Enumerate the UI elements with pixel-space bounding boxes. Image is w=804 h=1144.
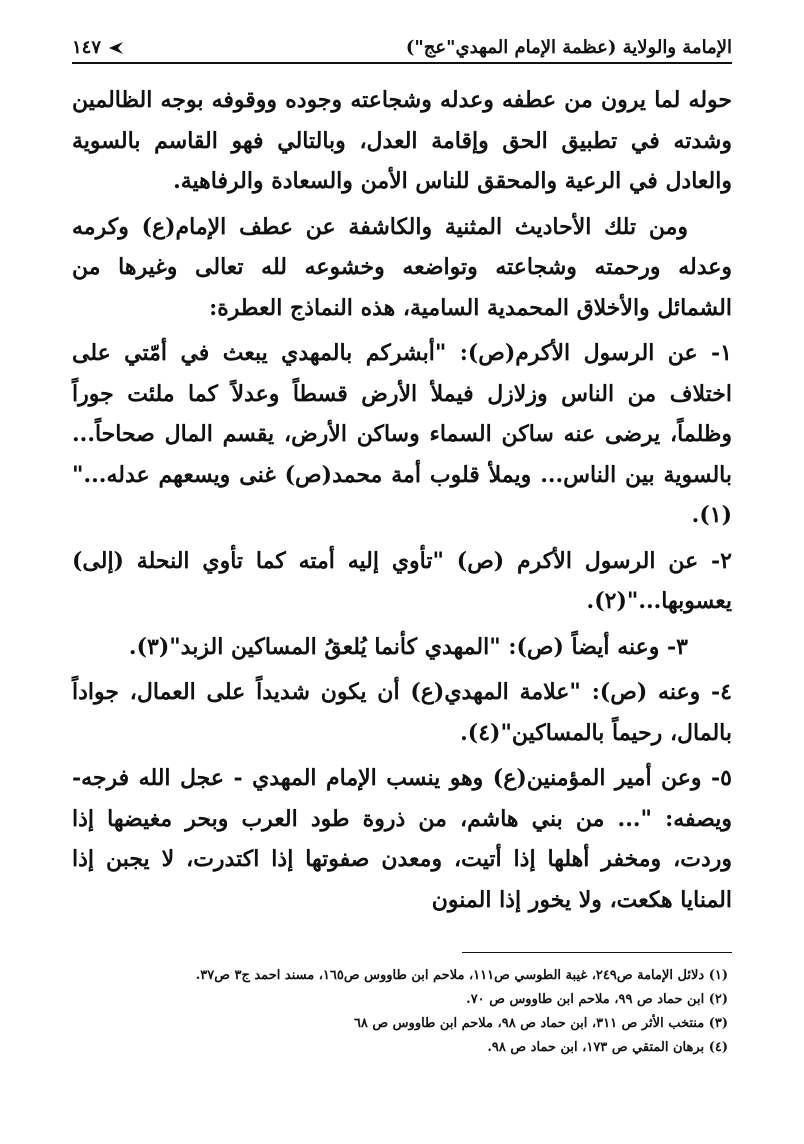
- footnotes: [72, 964, 728, 1060]
- footnote-2: (٢) ابن حماد ص ٩٩، ملاحم ابن طاووس ص ٧٠.: [466, 992, 728, 1007]
- footnote-1: (١) دلائل الإمامة ص٢٤٩، غيبة الطوسي ص١١١، ملاحم ابن طاووس ص١٦٥، مسند احمد ج٣ ص٣٧.: [195, 968, 728, 983]
- running-title: الإمامة والولاية (عظمة الإمام المهدي"عج"): [405, 37, 732, 58]
- paragraph: حوله لما يرون من عطفه وعدله وشجاعته وجوده ووقوفه بوجه الظالمين وشدته في تطبيق الحق وإقامة العدل، وبالتالي فهو القاسم بالسوية والعادل في الرعية والمحقق للناس الأمن والسعادة والرفاهية.: [72, 87, 732, 194]
- paragraph: ومن تلك الأحاديث المثنية والكاشفة عن عطف الإمام(ع) وكرمه وعدله ورحمته وشجاعته وتواضعه وخشوعه لله تعالى وغيرها من الشمائل والأخلاق المحمدية السامية، هذه النماذج العطرة:: [72, 213, 732, 321]
- hadith-2: ٢- عن الرسول الأكرم (ص) "تأوي إليه أمته كما تأوي النحلة (إلى) يعسوبها..."(٢).: [72, 547, 732, 614]
- hadith-4: ٤- وعنه (ص): "علامة المهدي(ع) أن يكون شديداً على العمال، جواداً بالمال، رحيماً بالمساكين"(٤).: [72, 679, 732, 746]
- hadith-1: ١- عن الرسول الأكرم(ص): "أبشركم بالمهدي يبعث في أمّتي على اختلاف من الناس وزلازل فيملأ الأرض قسطاً وعدلاً كما ملئت جوراً وظلماً، يرضى عنه ساكن السماء وساكن الأرض، يقسم المال صحاحاً... بالسوية بين الناس... ويملأ قلوب أمة محمد(ص) غنى ويسعهم عدله..."(١).: [72, 340, 732, 528]
- page-number-group: [72, 37, 125, 58]
- main-text: [72, 80, 732, 925]
- page-header: [72, 30, 732, 64]
- arrow-ornament-icon: [107, 41, 125, 55]
- footnote-divider: [462, 952, 732, 953]
- footnote-3: (٣) منتخب الأثر ص ٣١١، ابن حماد ص ٩٨، ملاحم ابن طاووس ص ٦٨: [353, 1016, 728, 1031]
- hadith-5: ٥- وعن أمير المؤمنين(ع) وهو ينسب الإمام المهدي - عجل الله فرجه- ويصفه: "... من بني هاشم، من ذروة طود العرب وبحر مغيضها إذا وردت، ومخفر أهلها إذا أتيت، ومعدن صفوتها إذا اكتدرت، لا يجبن إذا المنايا هكعت، ولا يخور إذا المنون: [72, 765, 732, 913]
- page-number: ١٤٧: [72, 37, 102, 58]
- hadith-3: ٣- وعنه أيضاً (ص): "المهدي كأنما يُلعقُ المساكين الزبد"(٣).: [128, 633, 688, 660]
- footnote-4: (٤) برهان المتقي ص ١٧٣، ابن حماد ص ٩٨.: [487, 1040, 728, 1055]
